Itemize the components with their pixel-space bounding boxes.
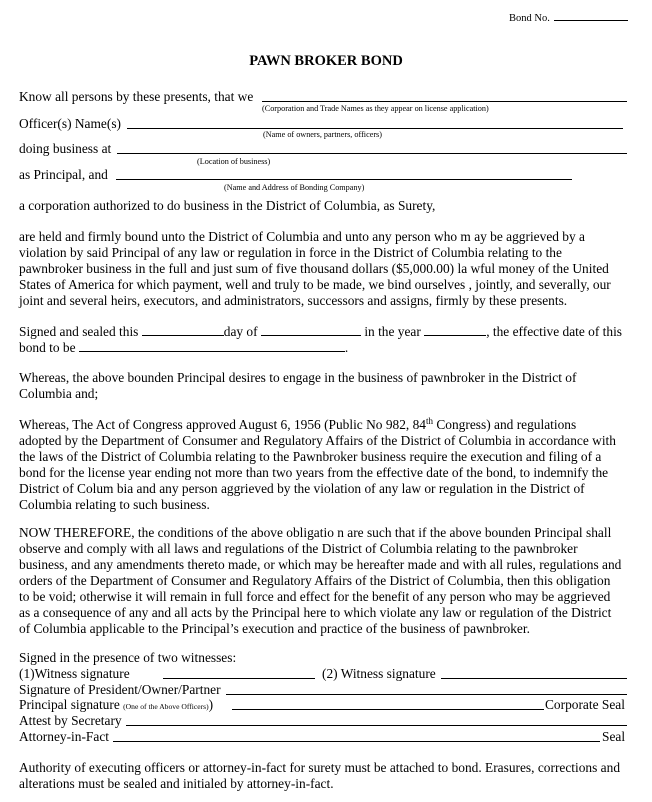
paragraph-line: Columbia relating to such business. — [19, 497, 210, 512]
corporation-names-hint: (Corporation and Trade Names as they appear on license application) — [262, 104, 489, 113]
attorney-in-fact-label: Attorney-in-Fact — [19, 729, 109, 744]
paragraph-line: the laws of the District of Columbia relating to the Pawnbroker business require the execution and filing of a — [19, 449, 602, 464]
paragraph-line: pawnbroker business in the full and just sum of five thousand dollars ($5,000.00) la wful money of the United — [19, 261, 609, 276]
paragraph-line: adopted by the Department of Consumer and Regulatory Affairs of the District of Columbia in accordance with — [19, 433, 616, 448]
effective-date-row: bond to be . — [19, 340, 349, 355]
signed-day-field[interactable] — [142, 323, 224, 336]
seal-label: Seal — [602, 729, 626, 744]
paragraph-line: bond for the license year ending not more than two years from the effective date of the bond, to indemnify the — [19, 465, 609, 480]
paragraph-line: business, and any amendments thereto made, or which may be hereafter made and with all rules, regulations and — [19, 557, 622, 572]
paragraph-line: alterations must be sealed and initialed by attorney-in-fact. — [19, 776, 334, 791]
witness-1-label: (1)Witness signature — [19, 666, 130, 681]
know-all-row — [19, 89, 253, 105]
witness-1-signature-field[interactable] — [163, 666, 315, 679]
principal-signature-label: Principal signature — [19, 697, 120, 712]
principal-label: as Principal, and — [19, 167, 108, 182]
signed-sealed-row: Signed and sealed this day of in the year , the effective date of this — [19, 324, 623, 339]
know-all-label: Know all persons by these presents, that we — [19, 89, 254, 104]
paragraph-line: District of Colum bia and any person aggrieved by the violation of any law or regulation in the District of — [19, 481, 585, 496]
signed-year-field[interactable] — [424, 323, 486, 336]
surety-line: a corporation authorized to do business in the District of Columbia, as Surety, — [19, 198, 436, 213]
whereas-paragraph-2 — [19, 417, 634, 513]
paragraph-line: joint and several heirs, executors, and administrators, successors and assigns, firmly by these presents. — [19, 293, 568, 308]
paragraph-line: as a consequence of any and all acts by the Principal here to which violate any law or regulation of the District — [19, 605, 612, 620]
officers-field[interactable] — [127, 116, 623, 129]
effective-date-field[interactable] — [79, 339, 345, 352]
paragraph-line: Authority of executing officers or attorney-in-fact for surety must be attached to bond. Erasures, corrections and — [19, 760, 621, 775]
attest-secretary-field[interactable] — [126, 713, 627, 726]
attest-secretary-label: Attest by Secretary — [19, 713, 122, 728]
whereas-paragraph-1 — [19, 370, 634, 402]
president-signature-field[interactable] — [226, 682, 627, 695]
business-location-label: doing business at — [19, 141, 112, 156]
business-location-field[interactable] — [117, 141, 627, 154]
paragraph-line: Whereas, the above bounden Principal desires to engage in the business of pawnbroker in the District of — [19, 370, 577, 385]
paragraph-line: NOW THEREFORE, the conditions of the above obligatio n are such that if the above bounden Principal shall — [19, 525, 612, 540]
attorney-in-fact-field[interactable] — [113, 729, 600, 742]
officers-hint: (Name of owners, partners, officers) — [263, 130, 382, 139]
corporation-names-field[interactable] — [262, 89, 627, 102]
president-signature-label: Signature of President/Owner/Partner — [19, 682, 221, 697]
paragraph-line: are held and firmly bound unto the District of Columbia and unto any person who m ay be aggrieved by a — [19, 229, 585, 244]
paragraph-line: of Columbia applicable to the Principal’s execution and practice of the business of pawnbroker. — [19, 621, 530, 636]
bond-number-label: Bond No. — [509, 13, 550, 24]
paragraph-line: violation by said Principal of any law or regulation in force in the District of Columbia relating to the — [19, 245, 562, 260]
principal-signature-hint: (One of the Above Officers) — [123, 702, 209, 711]
witness-2-signature-field[interactable] — [441, 666, 627, 679]
bond-number — [509, 11, 628, 25]
witness-heading: Signed in the presence of two witnesses: — [19, 650, 237, 665]
bonding-company-field[interactable] — [116, 167, 572, 180]
bonding-company-hint: (Name and Address of Bonding Company) — [224, 183, 365, 192]
witness-2-label: (2) Witness signature — [322, 666, 436, 681]
bond-number-field[interactable] — [554, 11, 628, 21]
principal-signature-field[interactable] — [232, 697, 544, 710]
paragraph-line: orders of the Department of Consumer and Regulatory Affairs of the District of Columbia, then this obligation — [19, 573, 611, 588]
paragraph-line: States of America for which payment, well and truly to be made, we bind ourselves , jointly, and severally, our — [19, 277, 611, 292]
paragraph-line: Whereas, The Act of Congress approved August 6, 1956 (Public No 982, 84th Congress) and regulations — [19, 416, 577, 432]
bound-paragraph — [19, 229, 634, 309]
footer-note — [19, 760, 634, 792]
signed-month-field[interactable] — [261, 323, 361, 336]
document-title: PAWN BROKER BOND — [249, 53, 403, 69]
location-hint: (Location of business) — [197, 157, 271, 166]
now-therefore-paragraph — [19, 525, 634, 637]
corporate-seal-label: Corporate Seal — [545, 697, 625, 712]
principal-signature-row: Principal signature (One of the Above Officers)) — [19, 697, 214, 712]
officers-label: Officer(s) Name(s) — [19, 116, 121, 131]
paragraph-line: Columbia and; — [19, 386, 99, 401]
paragraph-line: observe and comply with all laws and regulations of the District of Columbia relating to the pawnbroker — [19, 541, 578, 556]
paragraph-line: to be void; otherwise it will remain in full force and effect for the benefit of any person who may be aggrieved — [19, 589, 611, 604]
